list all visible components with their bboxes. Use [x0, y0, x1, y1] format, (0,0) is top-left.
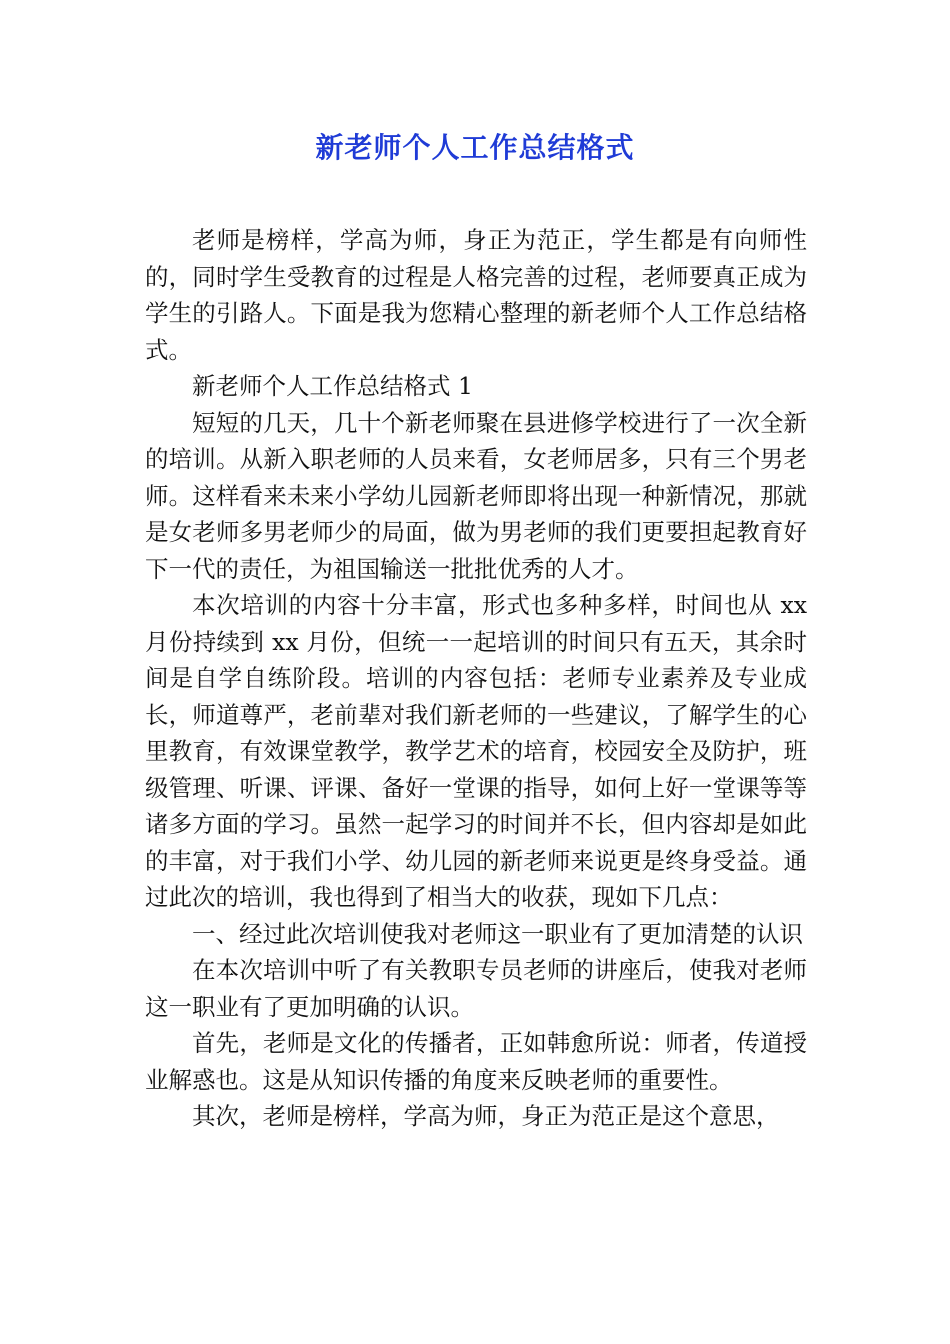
- paragraph-second: 其次，老师是榜样，学高为师，身正为范正是这个意思，: [192, 1102, 780, 1130]
- section-heading-1: 新老师个人工作总结格式 1: [192, 372, 473, 400]
- paragraph-intro: 老师是榜样，学高为师，身正为范正，学生都是有向师性的，同时学生受教育的过程是人格完善的过程，老师要真正成为学生的引路人。下面是我为您精心整理的新老师个人工作总结格式。: [145, 226, 807, 364]
- paragraph-first: 首先，老师是文化的传播者，正如韩愈所说：师者，传道授业解惑也。这是从知识传播的角度来反映老师的重要性。: [145, 1029, 807, 1094]
- document-body: [145, 222, 807, 1135]
- paragraph-training-content: 本次培训的内容十分丰富，形式也多种多样，时间也从 xx 月份持续到 xx 月份，但统一一起培训的时间只有五天，其余时间是自学自练阶段。培训的内容包括：老师专业素养及专业成长，师道尊严，老前辈对我们新老师的一些建议，了解学生的心里教育，有效课堂教学，教学艺术的培育，校园安全及防护，班级管理、听课、评课、备好一堂课的指导，如何上好一堂课等等诸多方面的学习。虽然一起学习的时间并不长，但内容却是如此的丰富，对于我们小学、幼儿园的新老师来说更是终身受益。通过此次的培训，我也得到了相当大的收获，现如下几点：: [145, 591, 807, 911]
- subheading-point-1: 一、经过此次培训使我对老师这一职业有了更加清楚的认识: [192, 919, 803, 948]
- paragraph-lecture: 在本次培训中听了有关教职专员老师的讲座后，使我对老师这一职业有了更加明确的认识。: [145, 956, 807, 1021]
- paragraph-training-overview: 短短的几天，几十个新老师聚在县进修学校进行了一次全新的培训。从新入职老师的人员来看，女老师居多，只有三个男老师。这样看来未来小学幼儿园新老师即将出现一种新情况，那就是女老师多男老师少的局面，做为男老师的我们更要担起教育好下一代的责任，为祖国输送一批批优秀的人才。: [145, 408, 807, 583]
- document-title: 新老师个人工作总结格式: [315, 131, 635, 164]
